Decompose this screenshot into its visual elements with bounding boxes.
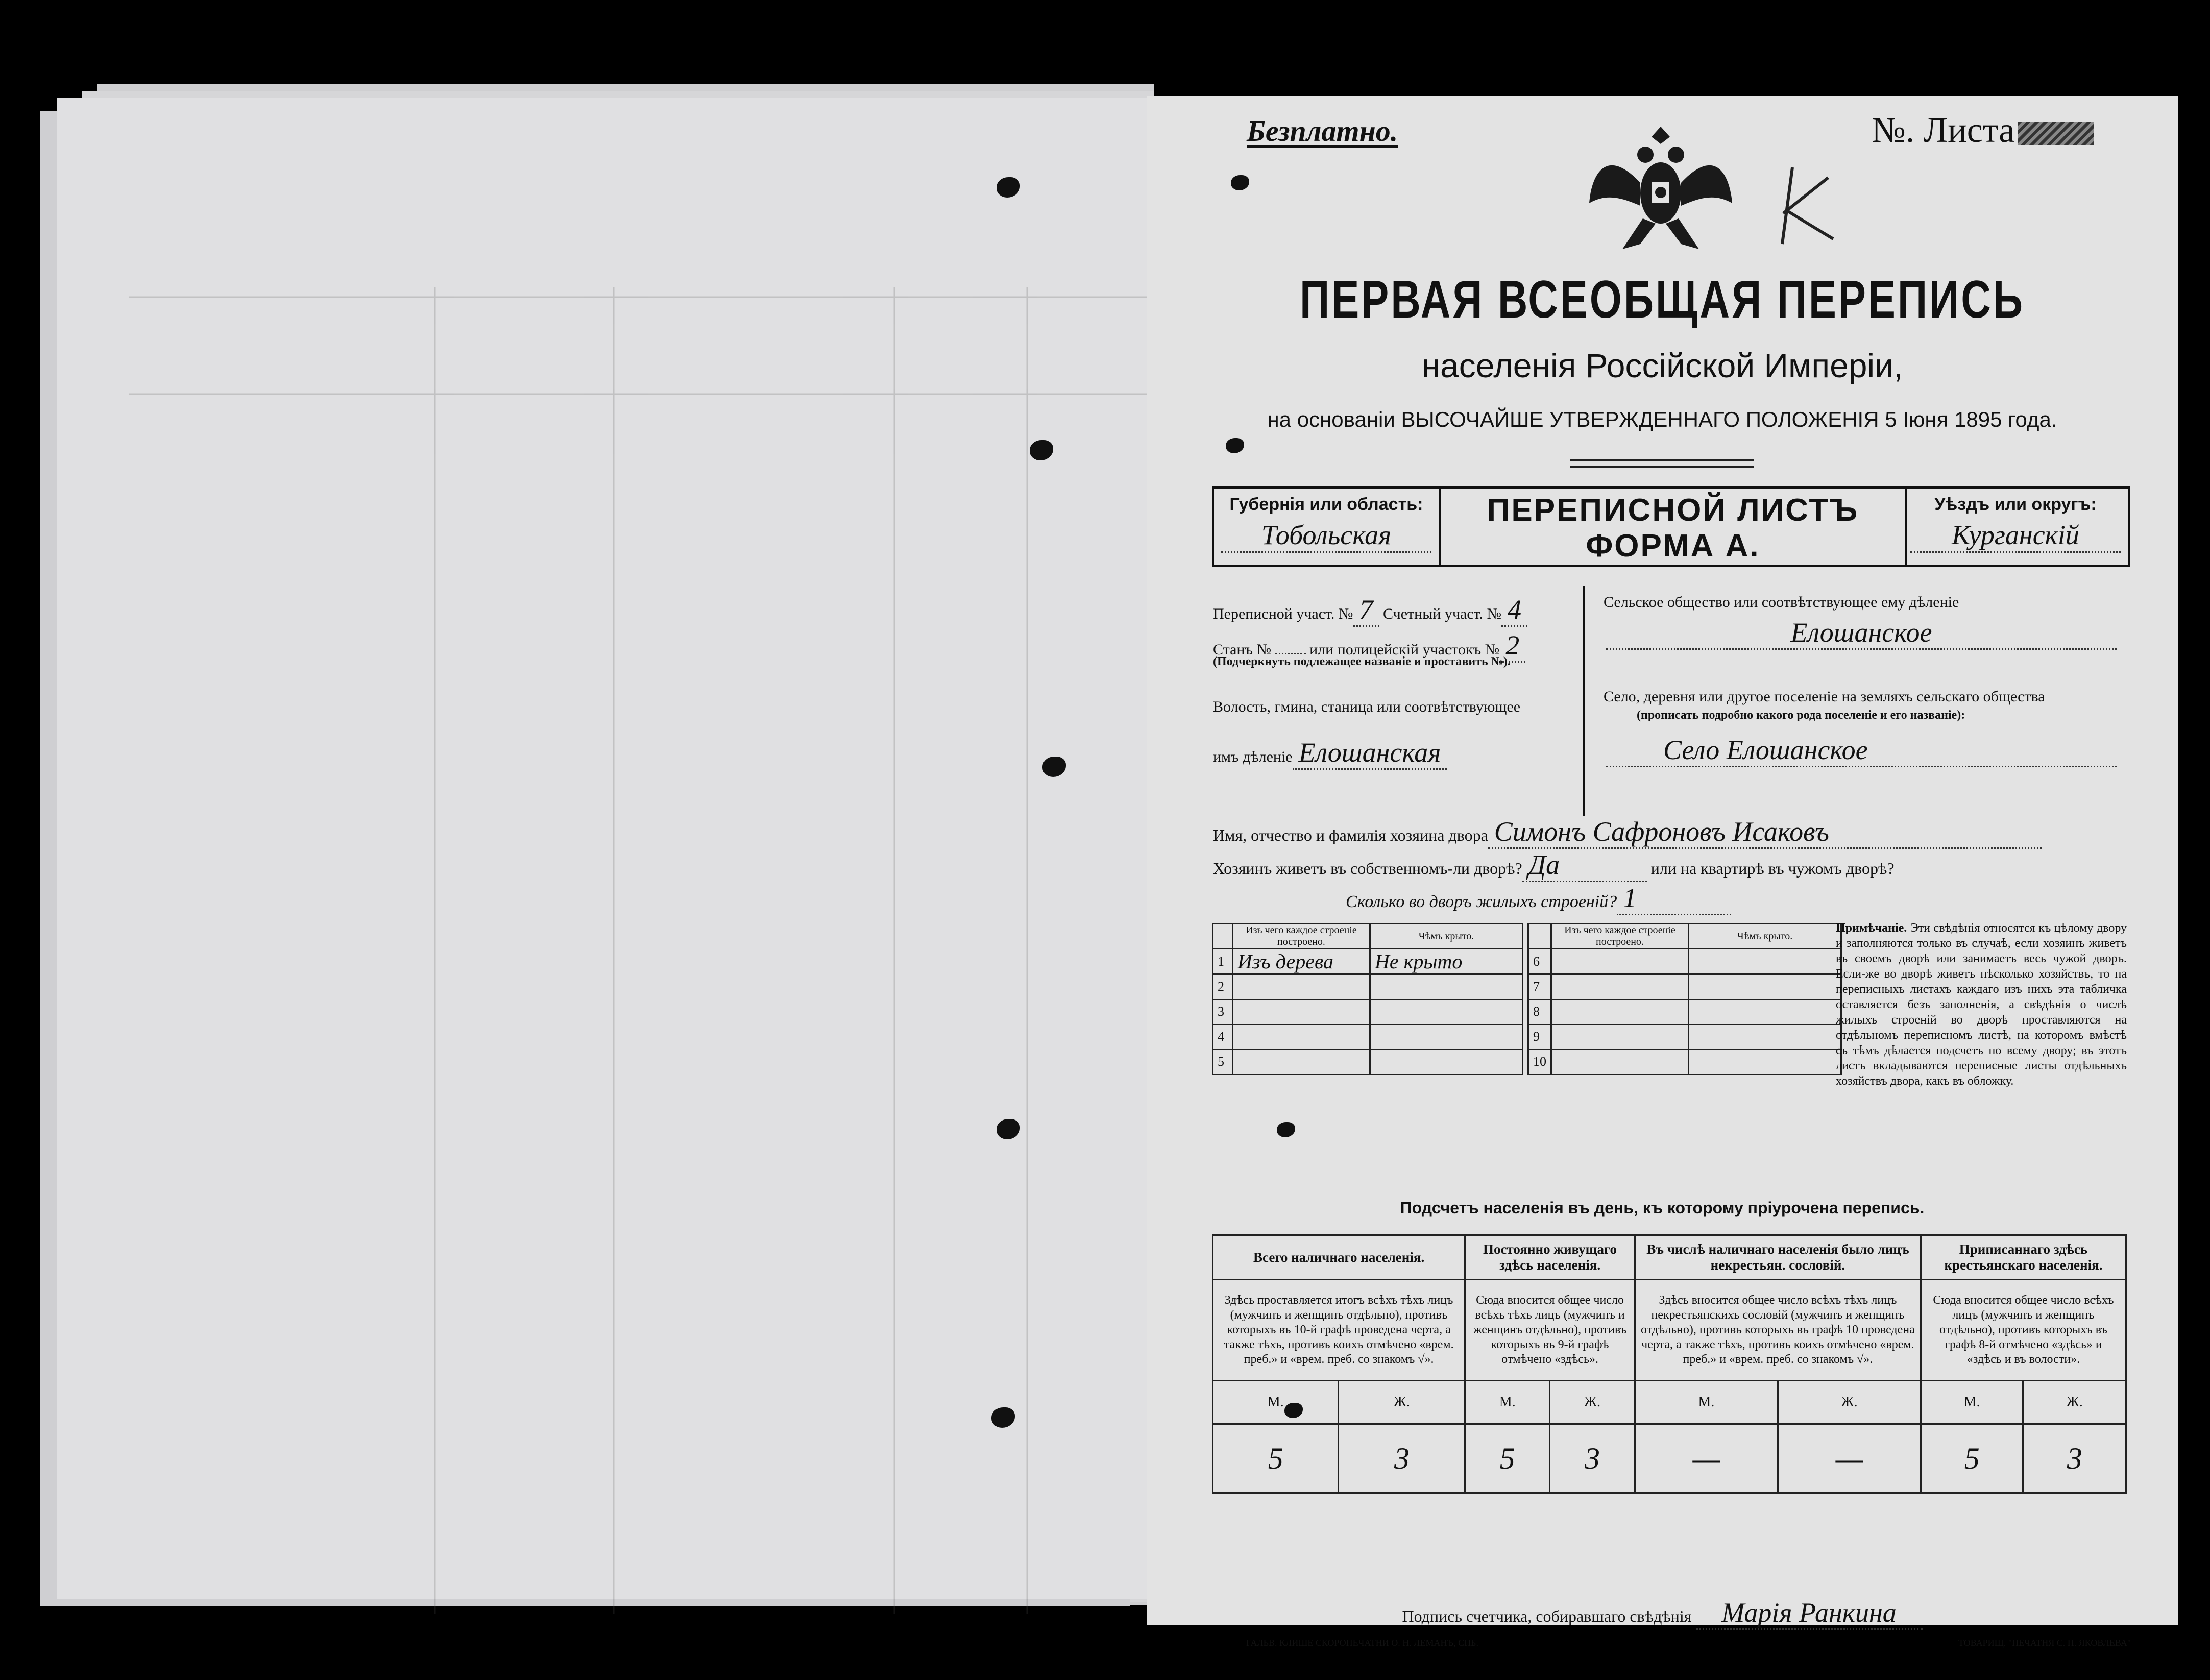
table-row: 3 8 — [1213, 1000, 1841, 1025]
village-note: (прописать подробно какого рода поселеніе и его названіе): — [1637, 709, 1965, 722]
binding-hole — [1277, 1122, 1295, 1137]
form-name-cell — [1439, 489, 1907, 565]
printer-mark-left: ГАЛЬВ. КЛИШЕ СКОРОПЕЧАТНИ О. Н. ЛЕМАНЪ, СПБ. — [1246, 1638, 1479, 1648]
header-box — [1212, 486, 2130, 567]
table-row: 4 9 — [1213, 1025, 1841, 1050]
roof-header: Чѣмъ крыто. — [1370, 924, 1523, 949]
sheet-number — [1872, 110, 2094, 151]
roof-value: Не крыто — [1370, 949, 1523, 975]
province-label: Губернія или область: — [1229, 495, 1423, 514]
note-text: Эти свѣдѣнія относятся къ цѣлому двору и заполняются только въ случаѣ, если хозяинъ живетъ въ своемъ дворѣ или занимаетъ весь чужой дворъ. Если-же во дворѣ живетъ нѣсколько хозяйствъ, то на переписныхъ листахъ каждаго изъ нихъ эта табличка оставляется безъ заполненія, а свѣдѣнія о числѣ жилыхъ строеній во дворѣ проставляются на отдѣльномъ переписномъ листѣ, на которомъ вмѣстѣ съ тѣмъ дѣлается подсчетъ по всему двору; въ этотъ листъ вкладываются переписные листы отдѣльныхъ хозяйствъ двора, какъ въ обложку. — [1836, 921, 2127, 1088]
owner-yard-row: Хозяинъ живетъ въ собственномъ-ли дворѣ? Да или на квартирѣ въ чужомъ дворѣ? — [1213, 849, 1895, 882]
population-values-row — [1213, 1424, 2126, 1493]
handwritten-mark — [1772, 156, 1838, 249]
binding-hole — [1226, 438, 1244, 453]
form-subtitle: населенія Россійской Имперіи, — [1421, 347, 1903, 384]
material-value: Изъ дерева — [1233, 949, 1370, 975]
imperial-eagle-icon — [1587, 116, 1735, 259]
form-type-name: ФОРМА А. — [1586, 528, 1760, 564]
total-female: 3 — [1339, 1424, 1465, 1493]
underline-note: (Подчеркнуть подлежащее названіе и проставить №). — [1213, 655, 1511, 668]
ornamental-divider — [1570, 459, 1754, 468]
non-peasant-male: — — [1635, 1424, 1778, 1493]
permanent-male: 5 — [1465, 1424, 1550, 1493]
police-section-value: 2 — [1499, 629, 1525, 663]
registered-female: 3 — [2023, 1424, 2126, 1493]
note-block — [1836, 920, 2127, 1089]
population-title: Подсчетъ населенія въ день, къ которому пріурочена перепись. — [1400, 1199, 1925, 1217]
signature-label: Подпись счетчика, собиравшаго свѣдѣнія — [1402, 1607, 1692, 1625]
owner-name-value: Симонъ Сафроновъ Исаковъ — [1488, 816, 2042, 849]
registered-male: 5 — [1921, 1424, 2023, 1493]
table-row: 1 Изъ дерева Не крыто 6 — [1213, 949, 1841, 975]
permanent-female: 3 — [1550, 1424, 1635, 1493]
district-value: Курганскій — [1910, 519, 2121, 553]
village-value: Село Елошанское — [1663, 735, 1868, 765]
sheet-number-label: №. Листа — [1872, 111, 2015, 150]
left-page — [57, 98, 1154, 1599]
svg-text:K: K — [1772, 156, 1778, 164]
table-row: 2 7 — [1213, 975, 1841, 1000]
buildings-count-value: 1 — [1617, 882, 1731, 915]
village-field — [1606, 734, 2117, 767]
sheet-number-crossed — [2018, 122, 2094, 145]
population-table: Всего наличнаго населенія. Постоянно живущаго здѣсь населенія. Въ числѣ наличнаго населенія было лицъ некрестьян. сословій. Приписаннаго здѣсь крестьянскаго населенія. Здѣсь проставляется итогъ всѣхъ тѣхъ лицъ (мужчинъ и женщинъ отдѣльно), противъ которыхъ въ 10-й графѣ проведена черта, а также тѣхъ, противъ коихъ отмѣчено «врем. преб.» и «врем. преб. со знакомъ √». Сюда вносится общее число всѣхъ тѣхъ лицъ (мужчинъ и женщинъ отдѣльно), противъ которыхъ въ 9-й графѣ отмѣчено «здѣсь». Здѣсь вносится общее число всѣхъ тѣхъ лицъ некрестьянскихъ сословій (мужчинъ и женщинъ отдѣльно), противъ которыхъ въ графѣ 10 проведена черта, а также тѣхъ, противъ коихъ отмѣчено «врем. преб.» и «врем. преб. со знакомъ √». Сюда вносится общее число всѣхъ лицъ (мужчинъ и женщинъ отдѣльно), противъ которыхъ въ графѣ 8-й отмѣчено «здѣсь» и «здѣсь и въ волости». М. Ж. М. Ж. М. Ж. М. Ж. 5 3 5 3 — — 5 3 — [1212, 1234, 2127, 1494]
table-row: 5 10 — [1213, 1050, 1841, 1075]
volost-row: имъ дѣленіе Елошанская — [1213, 737, 1447, 770]
form-title: ПЕРВАЯ ВСЕОБЩАЯ ПЕРЕПИСЬ — [1300, 270, 2025, 329]
society-value: Елошанское — [1790, 617, 1932, 648]
village-label: Село, деревня или другое поселеніе на земляхъ сельскаго общества — [1604, 688, 2045, 705]
note-heading: Примѣчаніе. — [1836, 921, 1907, 935]
district-label: Уѣздъ или округъ: — [1934, 495, 2097, 514]
total-male: 5 — [1213, 1424, 1339, 1493]
owner-yard-value: Да — [1522, 849, 1647, 882]
roof-header: Чѣмъ крыто. — [1689, 924, 1841, 949]
form-legal-basis: на основаніи ВЫСОЧАЙШЕ УТВЕРЖДЕННАГО ПОЛОЖЕНІЯ 5 Іюня 1895 года. — [1267, 407, 2057, 431]
volost-value: Елошанская — [1293, 737, 1447, 770]
binding-hole — [997, 177, 1020, 198]
count-section-value: 4 — [1501, 594, 1527, 627]
material-header: Изъ чего каждое строеніе построено. — [1233, 924, 1370, 949]
society-field — [1606, 617, 2117, 650]
province-value: Тобольская — [1221, 519, 1431, 553]
signature-row — [1147, 1597, 2178, 1630]
buildings-table — [1212, 923, 1842, 1075]
free-label: Безплатно. — [1247, 114, 1398, 148]
census-section-value: 7 — [1353, 594, 1379, 627]
signature-value: Марія Ранкина — [1696, 1597, 1923, 1630]
volost-label: Волость, гмина, станица или соотвѣтствующее — [1213, 698, 1521, 715]
non-peasant-female: — — [1778, 1424, 1921, 1493]
buildings-count-row: Сколько во дворъ жилыхъ строеній? 1 — [1346, 882, 1731, 915]
society-label: Сельское общество или соотвѣтствующее ему дѣленіе — [1604, 594, 1959, 611]
district-cell — [1903, 489, 2128, 565]
province-cell — [1214, 489, 1439, 565]
material-header: Изъ чего каждое строеніе построено. — [1551, 924, 1689, 949]
binding-hole — [1231, 175, 1249, 190]
printer-mark-right: ТОВАРИЩ. "ПЕЧАТНЯ С. П. ЯКОВЛЕВА" — [1958, 1638, 2131, 1648]
police-section-row: Станъ № или полицейскій участокъ № 2 — [1213, 629, 1525, 663]
census-section-row: Переписной участ. № 7 Счетный участ. № 4 — [1213, 594, 1527, 627]
field-divider — [1583, 586, 1585, 816]
census-form-page — [1147, 96, 2178, 1648]
form-type-title: ПЕРЕПИСНОЙ ЛИСТЪ — [1487, 493, 1859, 528]
owner-name-row: Имя, отчество и фамилія хозяина двора Симонъ Сафроновъ Исаковъ — [1213, 816, 2042, 849]
